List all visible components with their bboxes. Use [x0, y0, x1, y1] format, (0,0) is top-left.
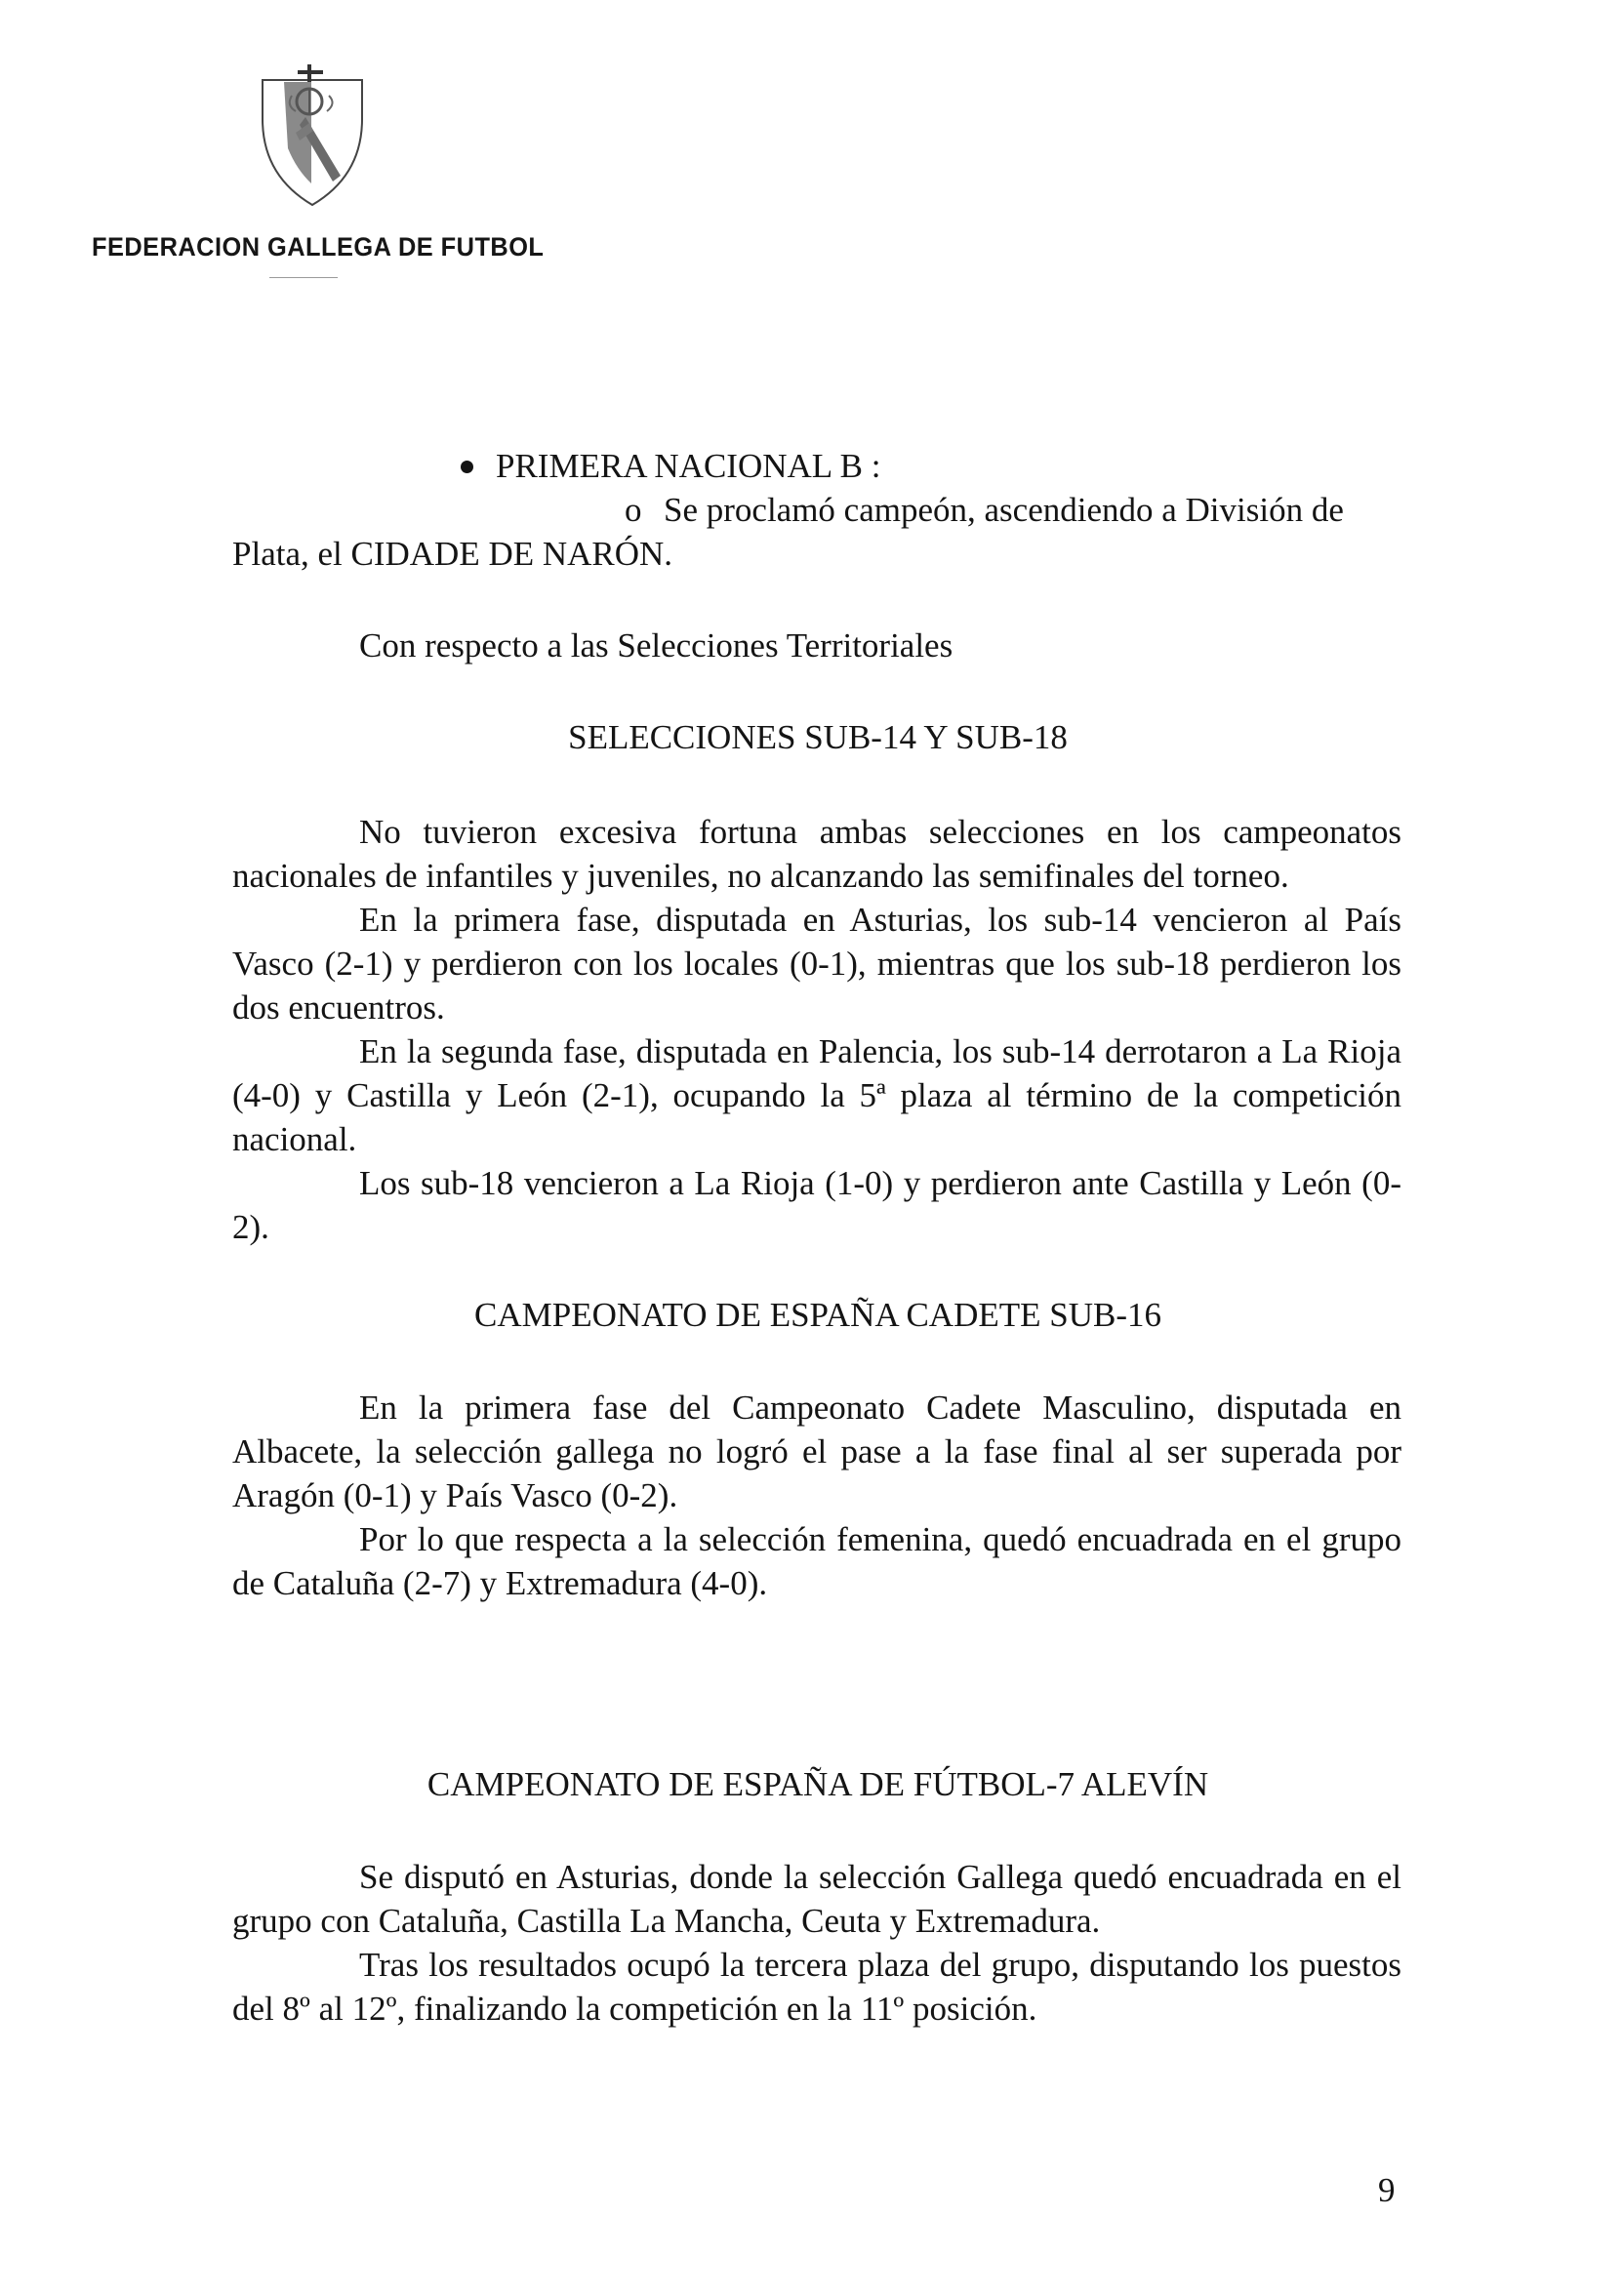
- paragraph-alevin-1: Se disputó en Asturias, donde la selección Gallega quedó encuadrada en el grupo con Cataluña, Castilla La Mancha, Ceuta y Extremadura.: [232, 1858, 1401, 1940]
- page-number: 9: [1378, 2171, 1396, 2209]
- heading-alevin: CAMPEONATO DE ESPAÑA DE FÚTBOL-7 ALEVÍN: [426, 1765, 1209, 1803]
- bullet-text: PRIMERA NACIONAL B :: [496, 447, 881, 485]
- bullet-dot-icon: [461, 461, 473, 473]
- sub-bullet-text: Se proclamó campeón, ascendiendo a División de Plata, el CIDADE DE NARÓN.: [232, 491, 1344, 573]
- paragraph-selecciones-3: En la segunda fase, disputada en Palencia, los sub-14 derrotaron a La Rioja (4-0) y Castilla y León (2-1), ocupando la 5ª plaza al término de la competición nacional.: [232, 1032, 1401, 1158]
- sub-bullet-item: [232, 488, 1401, 576]
- paragraph-alevin-2: Tras los resultados ocupó la tercera plaza del grupo, disputando los puestos del 8º al 12º, finalizando la competición en la 11º posición.: [232, 1946, 1401, 2028]
- paragraph-cadete-1: En la primera fase del Campeonato Cadete Masculino, disputada en Albacete, la selección gallega no logró el pase a la fase final al ser superada por Aragón (0-1) y País Vasco (0-2).: [232, 1389, 1401, 1514]
- heading-cadete: CAMPEONATO DE ESPAÑA CADETE SUB-16: [474, 1296, 1161, 1334]
- paragraph-selecciones-1: No tuvieron excesiva fortuna ambas selecciones en los campeonatos nacionales de infantiles y juveniles, no alcanzando las semifinales del torneo.: [232, 813, 1401, 895]
- document-body: [232, 444, 1401, 2031]
- paragraph-selecciones-2: En la primera fase, disputada en Asturias, los sub-14 vencieron al País Vasco (2-1) y perdieron con los locales (0-1), mientras que los sub-18 perdieron los dos encuentros.: [232, 901, 1401, 1027]
- paragraph-cadete-2: Por lo que respecta a la selección femenina, quedó encuadrada en el grupo de Cataluña (2-7) y Extremadura (4-0).: [232, 1520, 1401, 1602]
- intro-text: Con respecto a las Selecciones Territoriales: [359, 626, 954, 665]
- header-rule: [269, 277, 338, 278]
- sub-bullet-marker: o: [625, 491, 642, 529]
- paragraph-selecciones-4: Los sub-18 vencieron a La Rioja (1-0) y perdieron ante Castilla y León (0-2).: [232, 1164, 1401, 1246]
- org-name: FEDERACION GALLEGA DE FUTBOL: [92, 232, 545, 262]
- federation-crest-icon: [249, 60, 376, 207]
- bullet-item-primera-nacional: [232, 444, 1401, 488]
- heading-selecciones: SELECCIONES SUB-14 Y SUB-18: [568, 718, 1068, 756]
